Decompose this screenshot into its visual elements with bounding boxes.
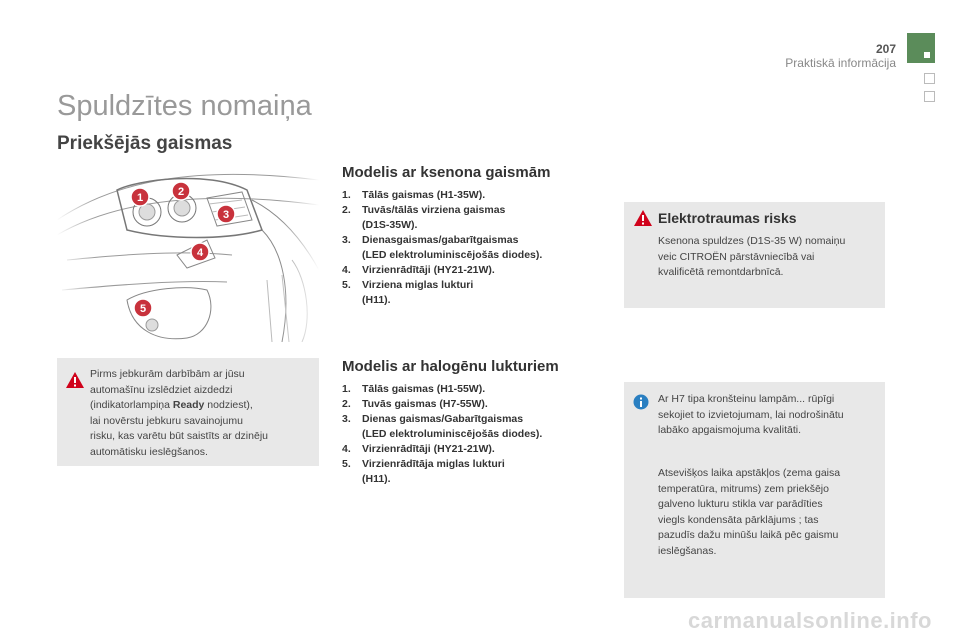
xenon-bulb-list: [342, 188, 602, 308]
callout-label-3: 3: [222, 209, 230, 221]
list-item: 3. Dienas gaismas/Gabarītgaismas (LED elektroluminiscējošās diodes).: [342, 413, 543, 440]
callout-label-2: 2: [177, 186, 185, 198]
list-item: 3. Dienasgaismas/gabarītgaismas (LED elektroluminiscējošās diodes).: [342, 234, 543, 261]
info-text-1: Ar H7 tipa kronšteinu lampām... rūpīgi sekojiet to izvietojumam, lai nodrošinātu labāko apgaismojuma kvalitāti.: [658, 393, 844, 436]
list-item: 1. Tālās gaismas (H1-35W).: [342, 189, 486, 201]
halogen-bulb-list: [342, 382, 602, 487]
list-item: 4. Virzienrādītāji (HY21-21W).: [342, 264, 495, 276]
callout-label-5: 5: [139, 303, 147, 315]
list-item: 5. Virzienrādītāja miglas lukturi (H11).: [342, 458, 505, 485]
warning-icon: [65, 371, 85, 389]
section-subtitle: Priekšējās gaismas: [57, 133, 233, 154]
halogen-heading: Modelis ar halogēnu lukturiem: [342, 358, 559, 375]
ignition-warning-text: Pirms jebkurām darbībām ar jūsu automašīnu izslēdziet aizdedzi (indikatorlampiņa Ready nodziest), lai novērstu jebkuru savainojumu risku, kas varētu būt saistīts ar dzinēju automātisku ieslēgšanos.: [90, 368, 268, 458]
list-item: 5. Virziena miglas lukturi (H11).: [342, 279, 474, 306]
electro-risk-text: Ksenona spuldzes (D1S-35 W) nomaiņu veic CITROËN pārstāvniecībā vai kvalificētā remontdarbnīcā.: [658, 235, 846, 278]
ready-indicator-label: Ready: [172, 399, 205, 411]
section-tab-active: [907, 33, 935, 63]
page-title: Spuldzītes nomaiņa: [57, 90, 312, 122]
list-item: 1. Tālās gaismas (H1-55W).: [342, 383, 486, 395]
ignition-warning-box: [57, 358, 319, 466]
section-tab: [924, 73, 935, 84]
warning-icon: [633, 209, 653, 227]
watermark-logo: carmanualsonline.info: [688, 608, 932, 633]
page-number: 207: [875, 42, 896, 56]
headlamp-drawing: [57, 160, 319, 342]
list-item: 2. Tuvās/tālās virziena gaismas (D1S-35W).: [342, 204, 506, 231]
callout-label-1: 1: [136, 192, 144, 204]
callout-label-4: 4: [196, 247, 204, 259]
section-tab: [924, 91, 935, 102]
electro-risk-heading: Elektrotraumas risks: [658, 210, 797, 226]
electro-risk-box: [624, 202, 885, 308]
info-icon: [633, 394, 649, 410]
list-item: 2. Tuvās gaismas (H7-55W).: [342, 398, 488, 410]
section-label: Praktiskā informācija: [785, 56, 896, 70]
headlamp-illustration: [57, 160, 319, 342]
info-box: [624, 382, 885, 598]
info-text-2: Atsevišķos laika apstākļos (zema gaisa temperatūra, mitrums) zem priekšējo galveno lukturu stikla var parādīties viegls kondensāta pārklājums ; tas pazudīs dažu minūšu laikā pēc gaismu ieslēgšanas.: [658, 467, 841, 557]
xenon-heading: Modelis ar ksenona gaismām: [342, 164, 551, 181]
list-item: 4. Virzienrādītāji (HY21-21W).: [342, 443, 495, 455]
